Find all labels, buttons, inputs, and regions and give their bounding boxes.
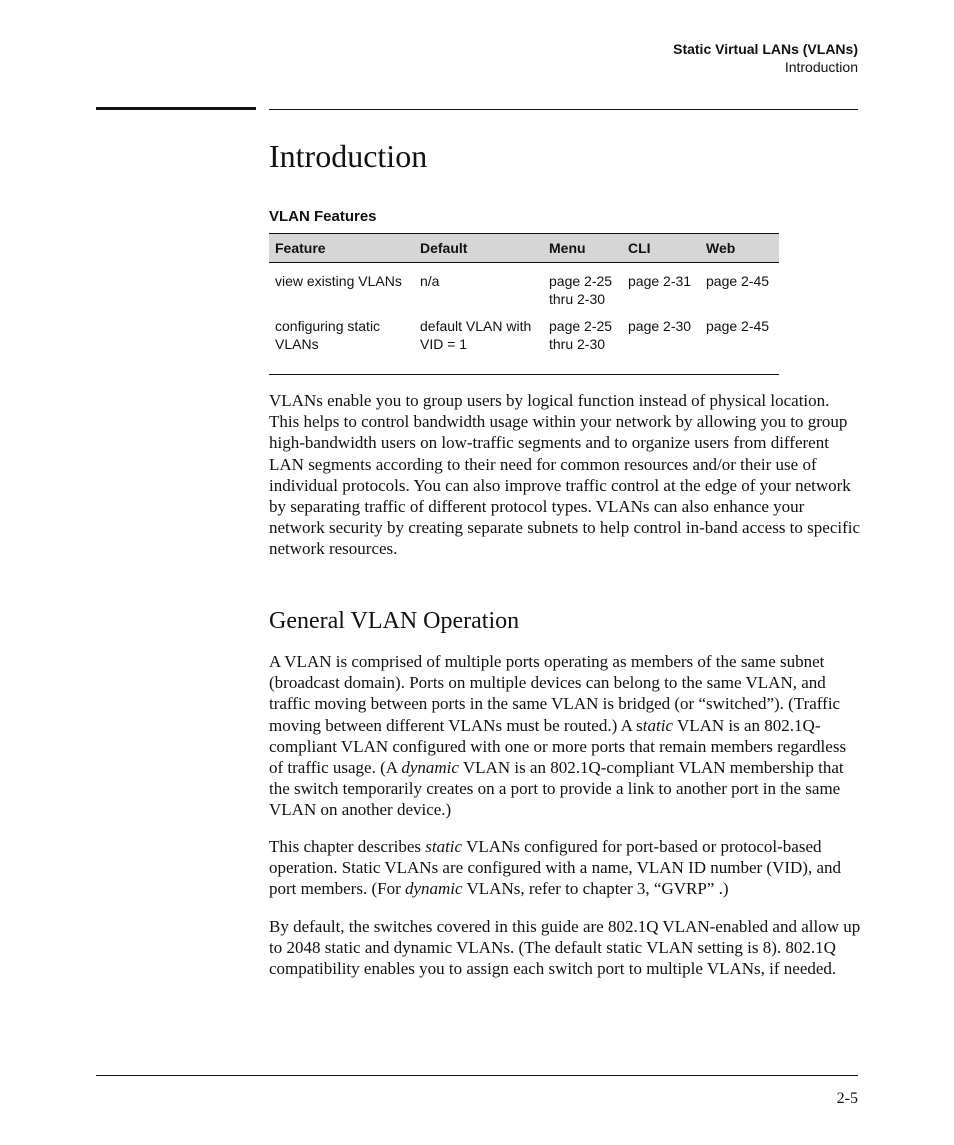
- cell-menu: page 2-25 thru 2-30: [549, 318, 613, 352]
- column-header-menu: Menu: [543, 234, 622, 263]
- cell-feature: configuring static VLANs: [275, 318, 381, 352]
- table-row: [269, 317, 779, 377]
- cell-cli: page 2-31: [628, 273, 692, 289]
- column-header-cli: CLI: [622, 234, 700, 263]
- column-header-feature: Feature: [269, 234, 414, 263]
- column-header-default: Default: [414, 234, 543, 263]
- table-bottom-rule: [269, 374, 779, 375]
- section-heading: General VLAN Operation: [269, 608, 520, 634]
- cell-web: page 2-45: [706, 318, 770, 334]
- vlan-operation-paragraph-3: By default, the switches covered in this guide are 802.1Q VLAN-enabled and allow up to 2048 static and dynamic VLANs. (The default static VLAN setting is 8). 802.1Q compatibility enables you to assign each switch port to multiple VLANs, if needed.: [269, 917, 861, 979]
- cell-feature: view existing VLANs: [275, 273, 402, 289]
- column-header-web: Web: [700, 234, 779, 263]
- table-caption: VLAN Features: [269, 208, 377, 225]
- title-rule-thin: [269, 109, 858, 110]
- cell-menu: page 2-25 thru 2-30: [549, 273, 613, 307]
- cell-default: default VLAN with VID = 1: [420, 318, 532, 352]
- vlan-features-table: [269, 233, 779, 377]
- cell-cli: page 2-30: [628, 318, 692, 334]
- vlan-operation-paragraph-1: A VLAN is comprised of multiple ports operating as members of the same subnet (broadcast domain). Ports on multiple devices can belong to the same VLAN, and traffic moving between ports in the same VLAN is bridged (or “switched”). (Traffic moving between different VLANs must be routed.) A static VLAN is an 802.1Q-compliant VLAN configured with one or more ports that remain members regardless of traffic usage. (A dynamic VLAN is an 802.1Q-compliant VLAN membership that the switch temporarily creates on a port to provide a link to another port in the same VLAN on another device.): [269, 652, 847, 820]
- vlan-operation-paragraph-2: This chapter describes static VLANs configured for port-based or protocol-based operation. Static VLANs are configured with a name, VLAN ID number (VID), and port members. (For dynamic VLANs, refer to chapter 3, “GVRP” .): [269, 837, 842, 899]
- intro-paragraph: VLANs enable you to group users by logical function instead of physical location. This helps to control bandwidth usage within your network by allowing you to group high-bandwidth users on low-traffic segments and to organize users from different LAN segments according to their need for common resources and/or their use of individual protocols. You can also improve traffic control at the edge of your network by separating traffic of different protocol types. VLANs can also enhance your network security by creating separate subnets to help control in-band access to specific network resources.: [269, 391, 861, 559]
- running-header-section: Introduction: [784, 59, 858, 75]
- title-rule-thick: [96, 107, 256, 110]
- footer-rule: [96, 1075, 858, 1076]
- running-header-title: Static Virtual LANs (VLANs): [673, 41, 858, 57]
- page-title: Introduction: [269, 138, 428, 174]
- cell-web: page 2-45: [706, 273, 770, 289]
- cell-default: n/a: [420, 273, 440, 289]
- table-row: [269, 263, 779, 318]
- page-number: 2-5: [836, 1090, 858, 1107]
- table-header-row: [269, 234, 779, 263]
